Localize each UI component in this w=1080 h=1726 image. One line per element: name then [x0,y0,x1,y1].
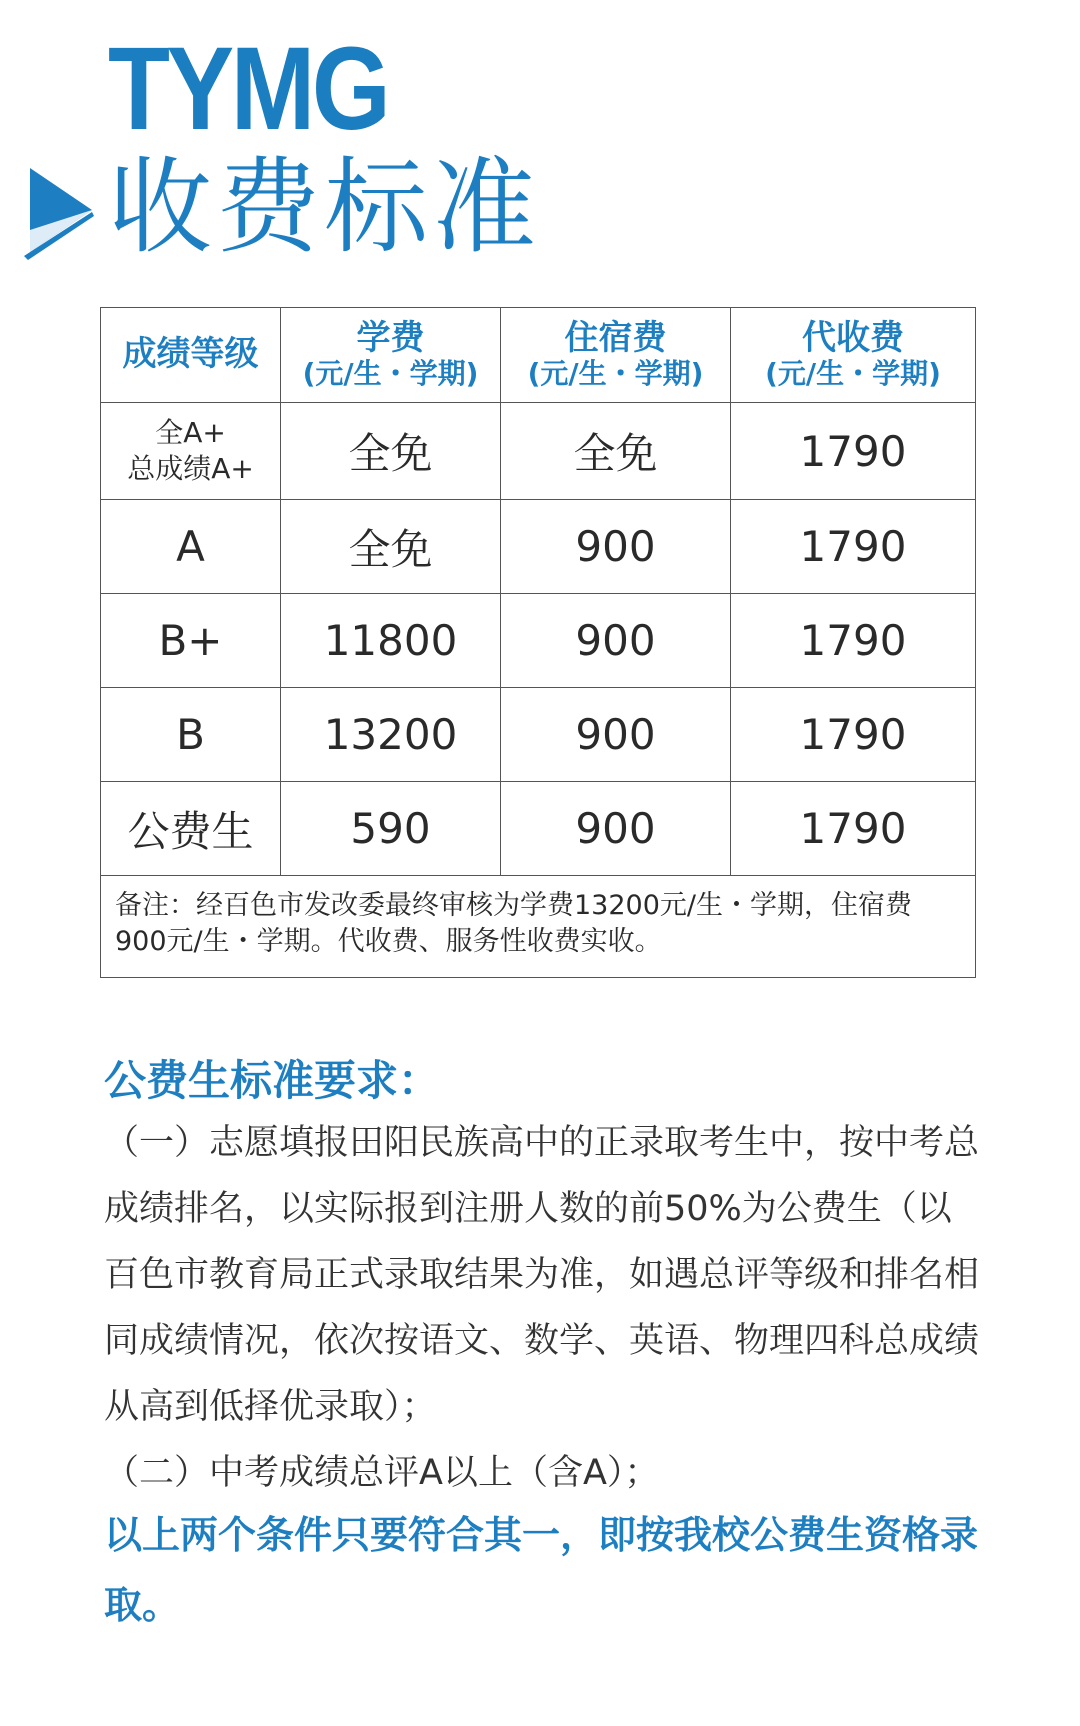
header-grade: 成绩等级 [101,308,281,403]
table-row [101,688,976,782]
collected-cell: 1790 [731,594,976,688]
collected-cell: 1790 [731,403,976,500]
grade-cell: 全A+ 总成绩A+ [101,403,281,500]
collected-cell: 1790 [731,688,976,782]
fee-note: 备注：经百色市发改委最终审核为学费13200元/生・学期，住宿费900元/生・学期。代收费、服务性收费实收。 [101,876,976,978]
play-arrow-icon [22,160,98,260]
note-row [101,876,976,978]
lodging-cell: 900 [501,688,731,782]
header-tuition: 学费 (元/生・学期) [281,308,501,403]
requirements-conclusion: 以上两个条件只要符合其一，即按我校公费生资格录取。 [104,1513,979,1627]
table-row [101,782,976,876]
requirement-item-1: （一）志愿填报田阳民族高中的正录取考生中，按中考总成绩排名，以实际报到注册人数的前50%为公费生（以百色市教育局正式录取结果为准，如遇总评等级和排名相同成绩情况，依次按语文、数学、英语、物理四科总成绩从高到低择优录取）； [104,1123,980,1427]
table-row [101,403,976,500]
tuition-cell: 13200 [281,688,501,782]
tuition-cell: 11800 [281,594,501,688]
lodging-cell: 900 [501,594,731,688]
lodging-cell: 900 [501,782,731,876]
page-title: 收费标准 [108,146,541,268]
requirements-title: 公费生标准要求： [104,1056,441,1105]
lodging-cell: 900 [501,500,731,594]
school-logo: TYMG [108,23,388,155]
table-row [101,500,976,594]
requirement-item-2: （二）中考成绩总评A以上（含A）； [104,1453,660,1493]
table-header-row [101,308,976,403]
tuition-cell: 全免 [281,403,501,500]
tuition-cell: 590 [281,782,501,876]
table-row [101,594,976,688]
grade-cell: 公费生 [101,782,281,876]
lodging-cell: 全免 [501,403,731,500]
collected-cell: 1790 [731,782,976,876]
grade-cell: A [101,500,281,594]
fee-table [100,307,976,978]
grade-cell: B+ [101,594,281,688]
grade-cell: B [101,688,281,782]
header-collected: 代收费 (元/生・学期) [731,308,976,403]
tuition-cell: 全免 [281,500,501,594]
header-lodging: 住宿费 (元/生・学期) [501,308,731,403]
collected-cell: 1790 [731,500,976,594]
